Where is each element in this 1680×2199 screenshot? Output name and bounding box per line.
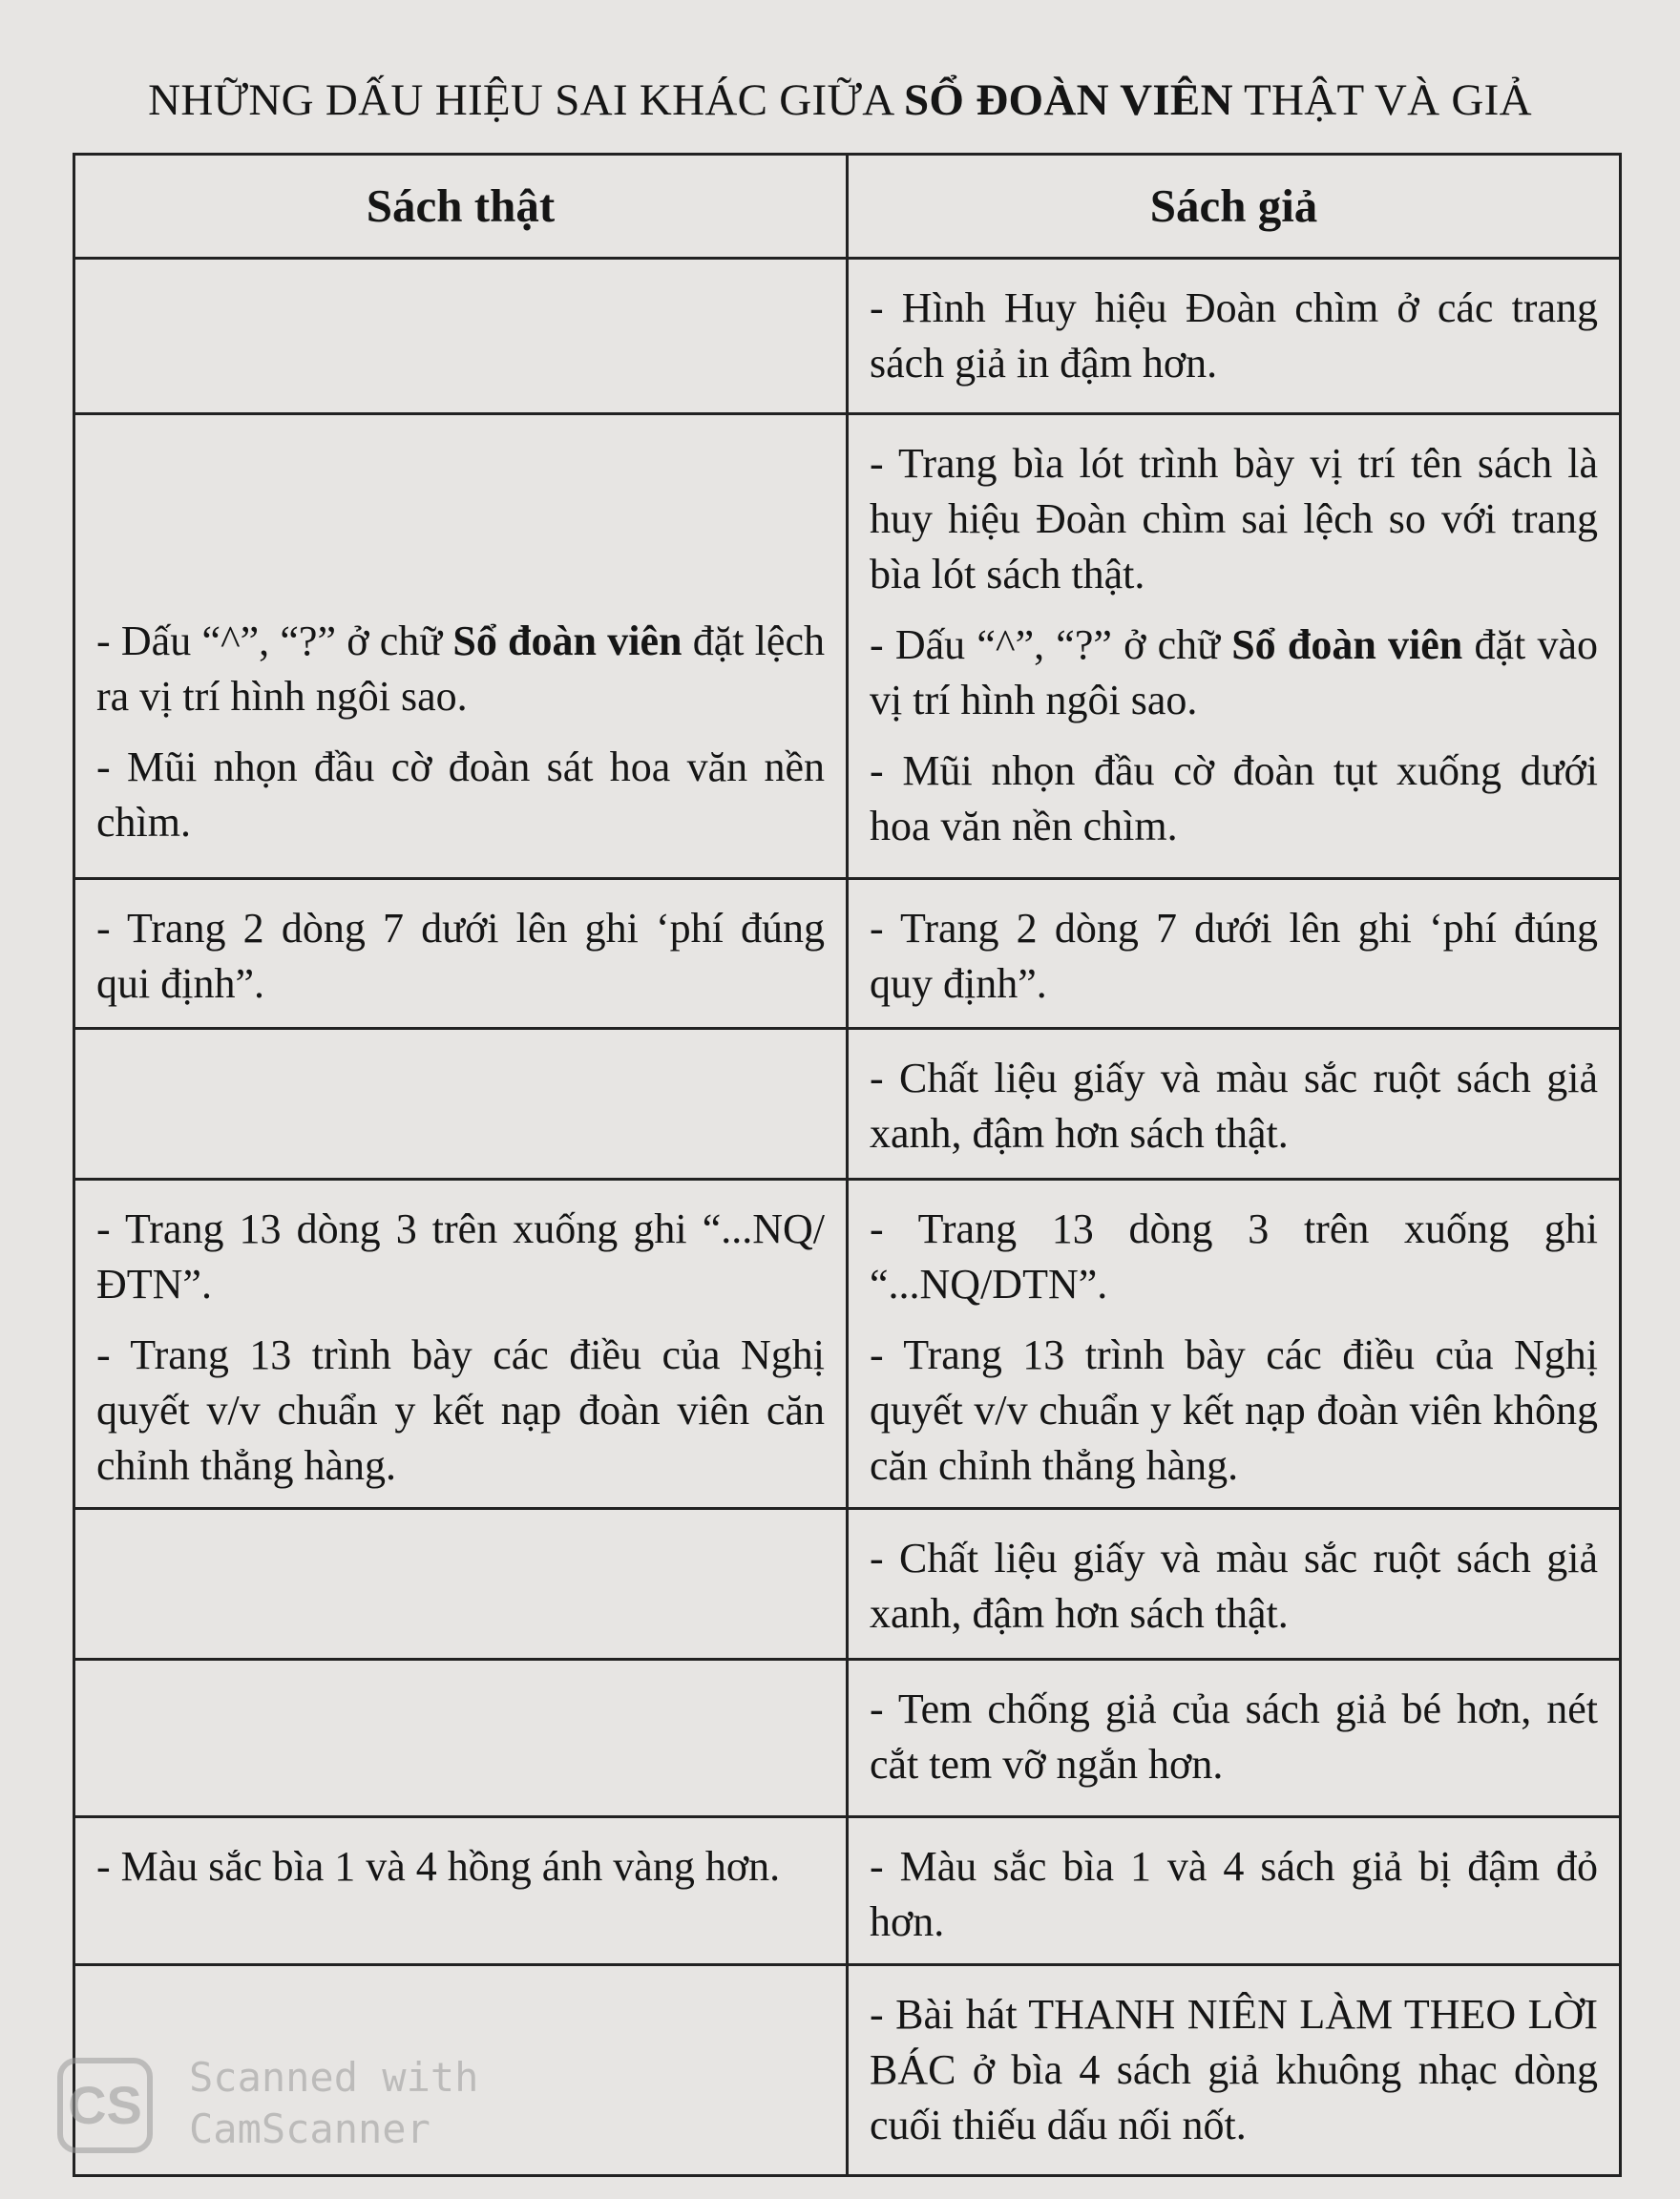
fake-point: - Bài hát THANH NIÊN LÀM THEO LỜI BÁC ở bìa 4 sách giả khuông nhạc dòng cuối thiếu dấu nối nốt.	[870, 1991, 1598, 2148]
title-prefix: NHỮNG DẤU HIỆU SAI KHÁC GIỮA	[148, 75, 904, 125]
cell-fake	[848, 414, 1621, 879]
fake-point: - Hình Huy hiệu Đoàn chìm ở các trang sách giả in đậm hơn.	[870, 284, 1598, 387]
cell-fake	[848, 1660, 1621, 1817]
real-point: - Dấu “^”, “?” ở chữ Sổ đoàn viên đặt lệch ra vị trí hình ngôi sao.	[96, 618, 825, 720]
cell-fake	[848, 1509, 1621, 1660]
watermark-line-1: Scanned with	[189, 2054, 479, 2101]
cell-fake	[848, 259, 1621, 414]
table-row	[74, 1509, 1621, 1660]
fake-point: - Tem chống giả của sách giả bé hơn, nét cắt tem vỡ ngắn hơn.	[870, 1686, 1598, 1788]
table-header-row	[74, 155, 1621, 259]
table-row	[74, 1817, 1621, 1965]
table-row	[74, 1660, 1621, 1817]
cell-fake	[848, 879, 1621, 1029]
fake-point: - Dấu “^”, “?” ở chữ Sổ đoàn viên đặt vào vị trí hình ngôi sao.	[870, 621, 1598, 723]
title-emphasis: SỔ ĐOÀN VIÊN	[903, 75, 1233, 125]
fake-point: - Chất liệu giấy và màu sắc ruột sách giả xanh, đậm hơn sách thật.	[870, 1055, 1598, 1157]
table-row	[74, 879, 1621, 1029]
header-real-book: Sách thật	[74, 155, 848, 259]
fake-point: - Trang 13 dòng 3 trên xuống ghi “...NQ/DTN”.	[870, 1205, 1598, 1308]
cell-fake	[848, 1180, 1621, 1509]
cell-real	[74, 259, 848, 414]
fake-point: - Trang 2 dòng 7 dưới lên ghi ‘phí đúng quy định”.	[870, 905, 1598, 1007]
cell-real	[74, 1029, 848, 1180]
watermark-line-2: CamScanner	[189, 2105, 430, 2152]
cell-fake	[848, 1029, 1621, 1180]
real-point: - Mũi nhọn đầu cờ đoàn sát hoa văn nền chìm.	[96, 743, 825, 846]
comparison-table	[73, 153, 1622, 2177]
cell-real	[74, 1817, 848, 1965]
real-point: - Màu sắc bìa 1 và 4 hồng ánh vàng hơn.	[96, 1843, 781, 1890]
fake-point: - Màu sắc bìa 1 và 4 sách giả bị đậm đỏ hơn.	[870, 1843, 1598, 1945]
header-fake-book: Sách giả	[848, 155, 1621, 259]
fake-point: - Chất liệu giấy và màu sắc ruột sách giả xanh, đậm hơn sách thật.	[870, 1535, 1598, 1637]
table-row	[74, 1029, 1621, 1180]
cell-real	[74, 1509, 848, 1660]
cell-fake	[848, 1817, 1621, 1965]
real-point: - Trang 13 dòng 3 trên xuống ghi “...NQ/ĐTN”.	[96, 1205, 825, 1308]
fake-point: - Mũi nhọn đầu cờ đoàn tụt xuống dưới hoa văn nền chìm.	[870, 747, 1598, 849]
cell-real	[74, 1660, 848, 1817]
table-row	[74, 259, 1621, 414]
cell-fake	[848, 1965, 1621, 2176]
camscanner-logo-icon: CS	[57, 2058, 153, 2153]
real-point: - Trang 13 trình bày các điều của Nghị quyết v/v chuẩn y kết nạp đoàn viên căn chỉnh thẳng hàng.	[96, 1331, 825, 1489]
fake-point: - Trang bìa lót trình bày vị trí tên sách là huy hiệu Đoàn chìm sai lệch so với trang bìa lót sách thật.	[870, 440, 1598, 597]
real-point: - Trang 2 dòng 7 dưới lên ghi ‘phí đúng qui định”.	[96, 905, 825, 1007]
table-row	[74, 414, 1621, 879]
cell-real	[74, 1180, 848, 1509]
document-title	[0, 74, 1680, 126]
table-row	[74, 1180, 1621, 1509]
camscanner-watermark	[57, 2052, 496, 2157]
title-suffix: THẬT VÀ GIẢ	[1232, 75, 1532, 125]
fake-point: - Trang 13 trình bày các điều của Nghị quyết v/v chuẩn y kết nạp đoàn viên không căn chỉnh thẳng hàng.	[870, 1331, 1598, 1489]
watermark-text	[189, 2052, 478, 2155]
cell-real	[74, 414, 848, 879]
cell-real	[74, 879, 848, 1029]
